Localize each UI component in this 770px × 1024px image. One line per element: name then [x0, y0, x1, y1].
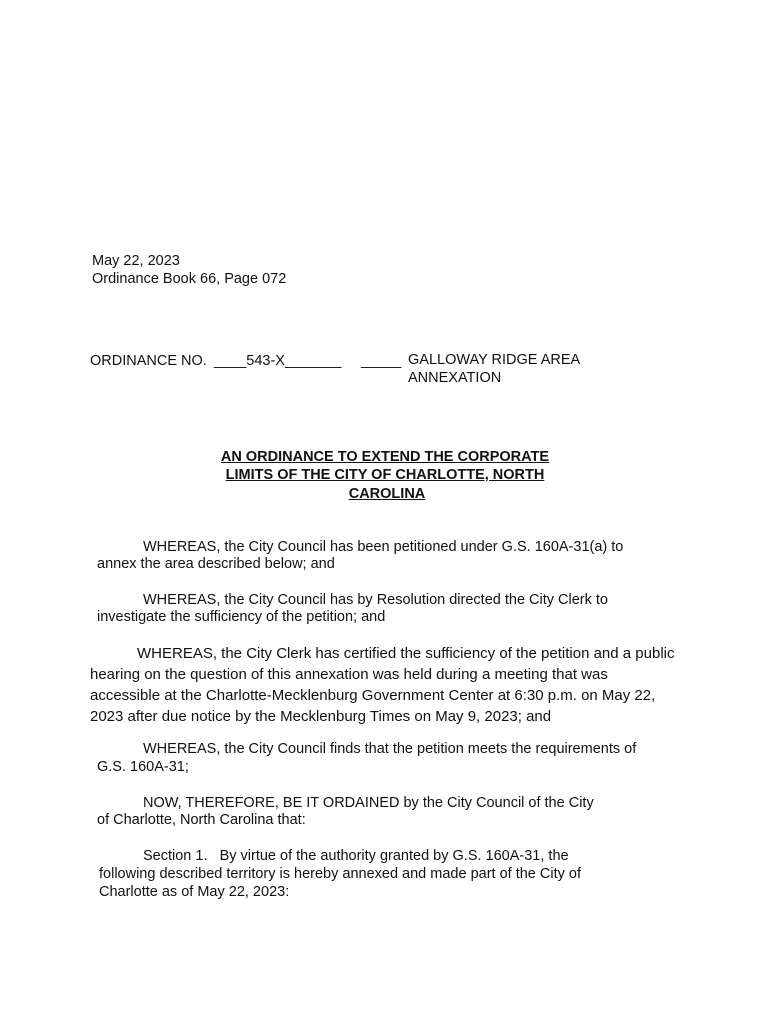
document-date: May 22, 2023 — [92, 253, 180, 269]
ordinance-title-line1: AN ORDINANCE TO EXTEND THE CORPORATE — [220, 449, 550, 465]
annexation-area-title-line2: ANNEXATION — [408, 370, 502, 386]
annexation-area-title-line1: GALLOWAY RIDGE AREA — [408, 352, 581, 368]
section-1-line2: following described territory is hereby annexed and made part of the City of — [99, 866, 581, 882]
ordinance-title-line3: CAROLINA — [348, 486, 426, 502]
whereas-hearing-line2: hearing on the question of this annexation was held during a meeting that was — [90, 666, 608, 683]
whereas-hearing-line4: 2023 after due notice by the Mecklenburg Times on May 9, 2023; and — [90, 708, 552, 725]
whereas-resolution-line1: WHEREAS, the City Council has by Resolution directed the City Clerk to — [143, 592, 608, 608]
ordinance-number-label: ORDINANCE NO. — [90, 353, 207, 369]
ordained-clause-line2: of Charlotte, North Carolina that: — [97, 812, 306, 828]
whereas-requirements-line1: WHEREAS, the City Council finds that the petition meets the requirements of — [143, 741, 637, 757]
ordinance-title-line2: LIMITS OF THE CITY OF CHARLOTTE, NORTH — [225, 467, 545, 483]
whereas-hearing-line3: accessible at the Charlotte-Mecklenburg Government Center at 6:30 p.m. on May 22, — [90, 687, 656, 704]
whereas-resolution-line2: investigate the sufficiency of the petition; and — [97, 609, 386, 625]
ordained-clause-line1: NOW, THEREFORE, BE IT ORDAINED by the City Council of the City — [143, 795, 594, 811]
section-1-line3: Charlotte as of May 22, 2023: — [99, 884, 290, 900]
section-1-line1: Section 1. By virtue of the authority granted by G.S. 160A-31, the — [143, 848, 569, 864]
ordinance-number-value: ____543-X_______ — [214, 353, 342, 369]
whereas-requirements-line2: G.S. 160A-31; — [97, 759, 189, 775]
whereas-hearing-line1: WHEREAS, the City Clerk has certified the sufficiency of the petition and a public — [137, 645, 675, 662]
whereas-petition-line2: annex the area described below; and — [97, 556, 335, 572]
ordinance-book-reference: Ordinance Book 66, Page 072 — [92, 271, 287, 287]
ordinance-number-trailing-line: _____ — [361, 353, 402, 369]
whereas-petition-line1: WHEREAS, the City Council has been petitioned under G.S. 160A-31(a) to — [143, 539, 624, 555]
